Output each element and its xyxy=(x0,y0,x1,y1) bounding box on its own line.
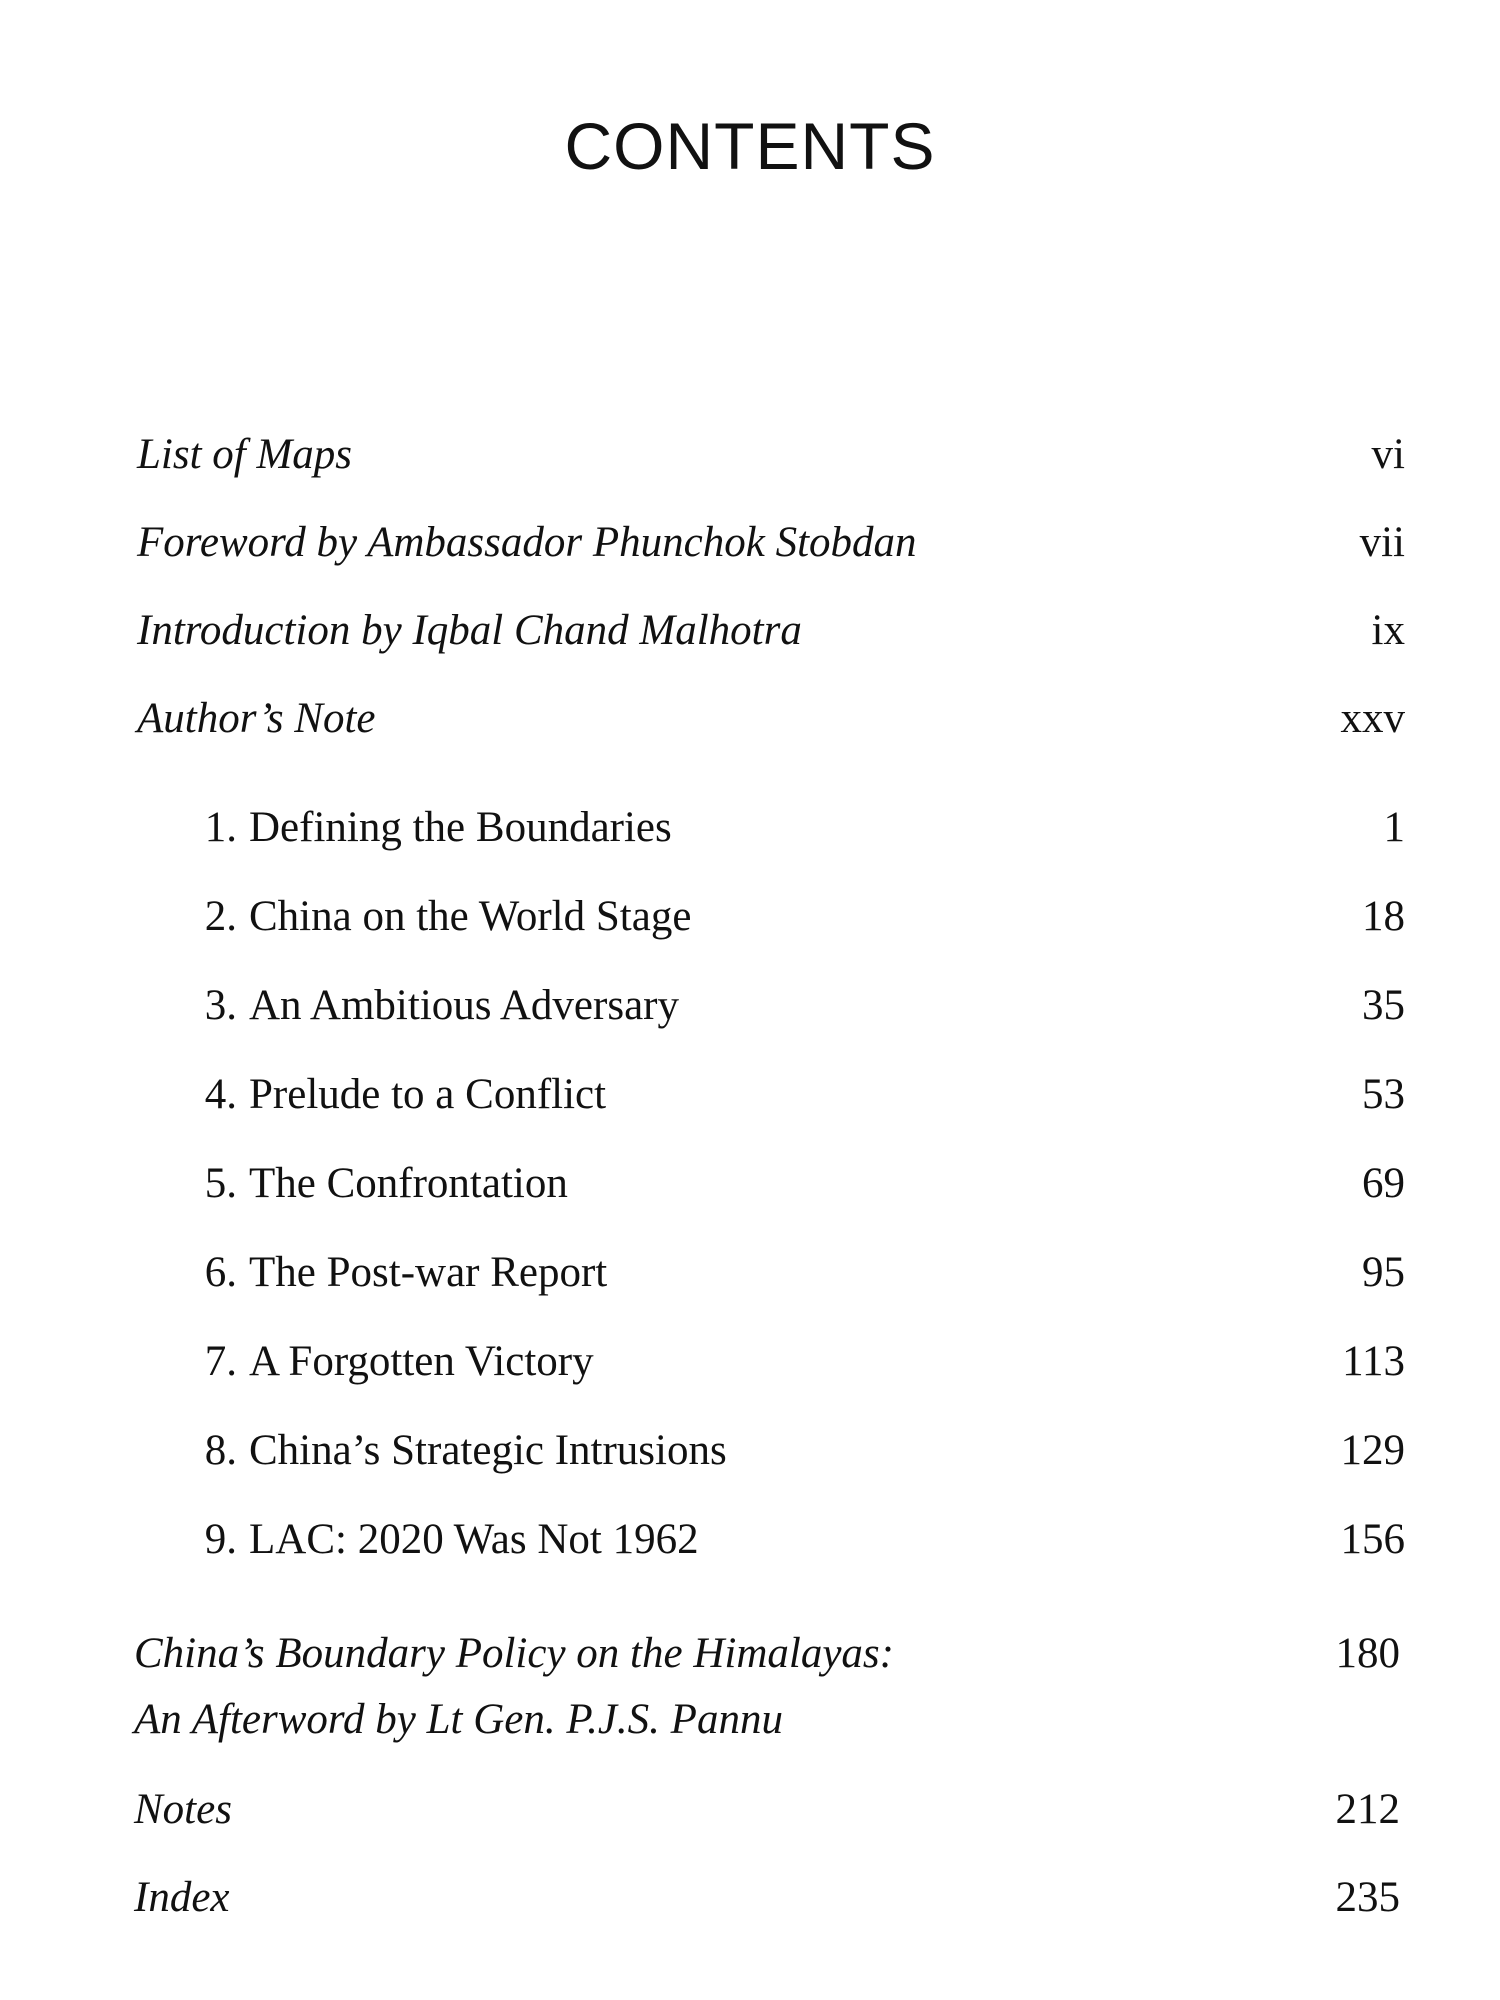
chapter-title: Defining the Boundaries xyxy=(249,804,672,851)
chapter-number: 2. xyxy=(204,893,237,940)
toc-entry-page: xxv xyxy=(1340,695,1405,742)
toc-entry-notes xyxy=(134,1780,1400,1840)
chapter-number: 5. xyxy=(204,1160,237,1207)
toc-entry-page: 212 xyxy=(1335,1786,1400,1833)
toc-chapter-4 xyxy=(137,1065,1405,1125)
chapter-page: 156 xyxy=(1340,1516,1405,1563)
chapter-page: 69 xyxy=(1362,1160,1405,1207)
chapter-title: A Forgotten Victory xyxy=(249,1338,594,1385)
toc-entry-title: Index xyxy=(134,1874,230,1921)
chapter-page: 95 xyxy=(1362,1249,1405,1296)
chapter-number: 3. xyxy=(204,982,237,1029)
toc-entry-introduction xyxy=(137,601,1405,661)
afterword-title-line-1: China’s Boundary Policy on the Himalayas: xyxy=(134,1630,894,1677)
toc-entry-authors-note xyxy=(137,689,1405,749)
chapter-number: 8. xyxy=(204,1427,237,1474)
chapter-title: China on the World Stage xyxy=(249,893,692,940)
toc-entry-title: List of Maps xyxy=(137,431,353,478)
chapter-number: 7. xyxy=(204,1338,237,1385)
chapter-number: 9. xyxy=(204,1516,237,1563)
toc-entry-page: vii xyxy=(1359,519,1405,566)
toc-chapter-3 xyxy=(137,976,1405,1036)
chapter-page: 18 xyxy=(1362,893,1405,940)
chapter-number: 4. xyxy=(204,1071,237,1118)
chapter-title: The Confrontation xyxy=(249,1160,568,1207)
chapter-title: Prelude to a Conflict xyxy=(249,1071,607,1118)
toc-chapter-2 xyxy=(137,887,1405,947)
chapter-page: 129 xyxy=(1340,1427,1405,1474)
toc-entry-title: Foreword by Ambassador Phunchok Stobdan xyxy=(137,519,917,566)
toc-chapter-9 xyxy=(137,1510,1405,1570)
toc-chapter-5 xyxy=(137,1154,1405,1214)
chapter-page: 35 xyxy=(1362,982,1405,1029)
toc-entry-page: 180 xyxy=(1335,1630,1400,1677)
toc-entry-title: Introduction by Iqbal Chand Malhotra xyxy=(137,607,802,654)
chapter-number: 1. xyxy=(204,804,237,851)
toc-chapter-6 xyxy=(137,1243,1405,1303)
toc-chapter-7 xyxy=(137,1332,1405,1392)
chapter-title: LAC: 2020 Was Not 1962 xyxy=(249,1516,699,1563)
chapter-title: An Ambitious Adversary xyxy=(249,982,679,1029)
chapter-title: The Post-war Report xyxy=(249,1249,608,1296)
toc-entry-list-of-maps xyxy=(137,425,1405,485)
toc-chapter-8 xyxy=(137,1421,1405,1481)
toc-entry-title xyxy=(134,1621,1034,1753)
toc-entry-page: 235 xyxy=(1335,1874,1400,1921)
chapter-page: 53 xyxy=(1362,1071,1405,1118)
toc-chapter-1 xyxy=(137,798,1405,858)
page-title: CONTENTS xyxy=(564,109,936,183)
chapter-title: China’s Strategic Intrusions xyxy=(249,1427,727,1474)
chapter-number: 6. xyxy=(204,1249,237,1296)
chapter-page: 1 xyxy=(1383,804,1405,851)
toc-entry-index xyxy=(134,1868,1400,1928)
toc-entry-afterword xyxy=(134,1621,1400,1751)
toc-entry-title: Notes xyxy=(134,1786,232,1833)
toc-entry-foreword xyxy=(137,513,1405,573)
chapter-page: 113 xyxy=(1342,1338,1405,1385)
toc-entry-title: Author’s Note xyxy=(137,695,376,742)
toc-entry-page: ix xyxy=(1371,607,1405,654)
toc-entry-page: vi xyxy=(1371,431,1405,478)
afterword-title-line-2: An Afterword by Lt Gen. P.J.S. Pannu xyxy=(134,1696,783,1743)
